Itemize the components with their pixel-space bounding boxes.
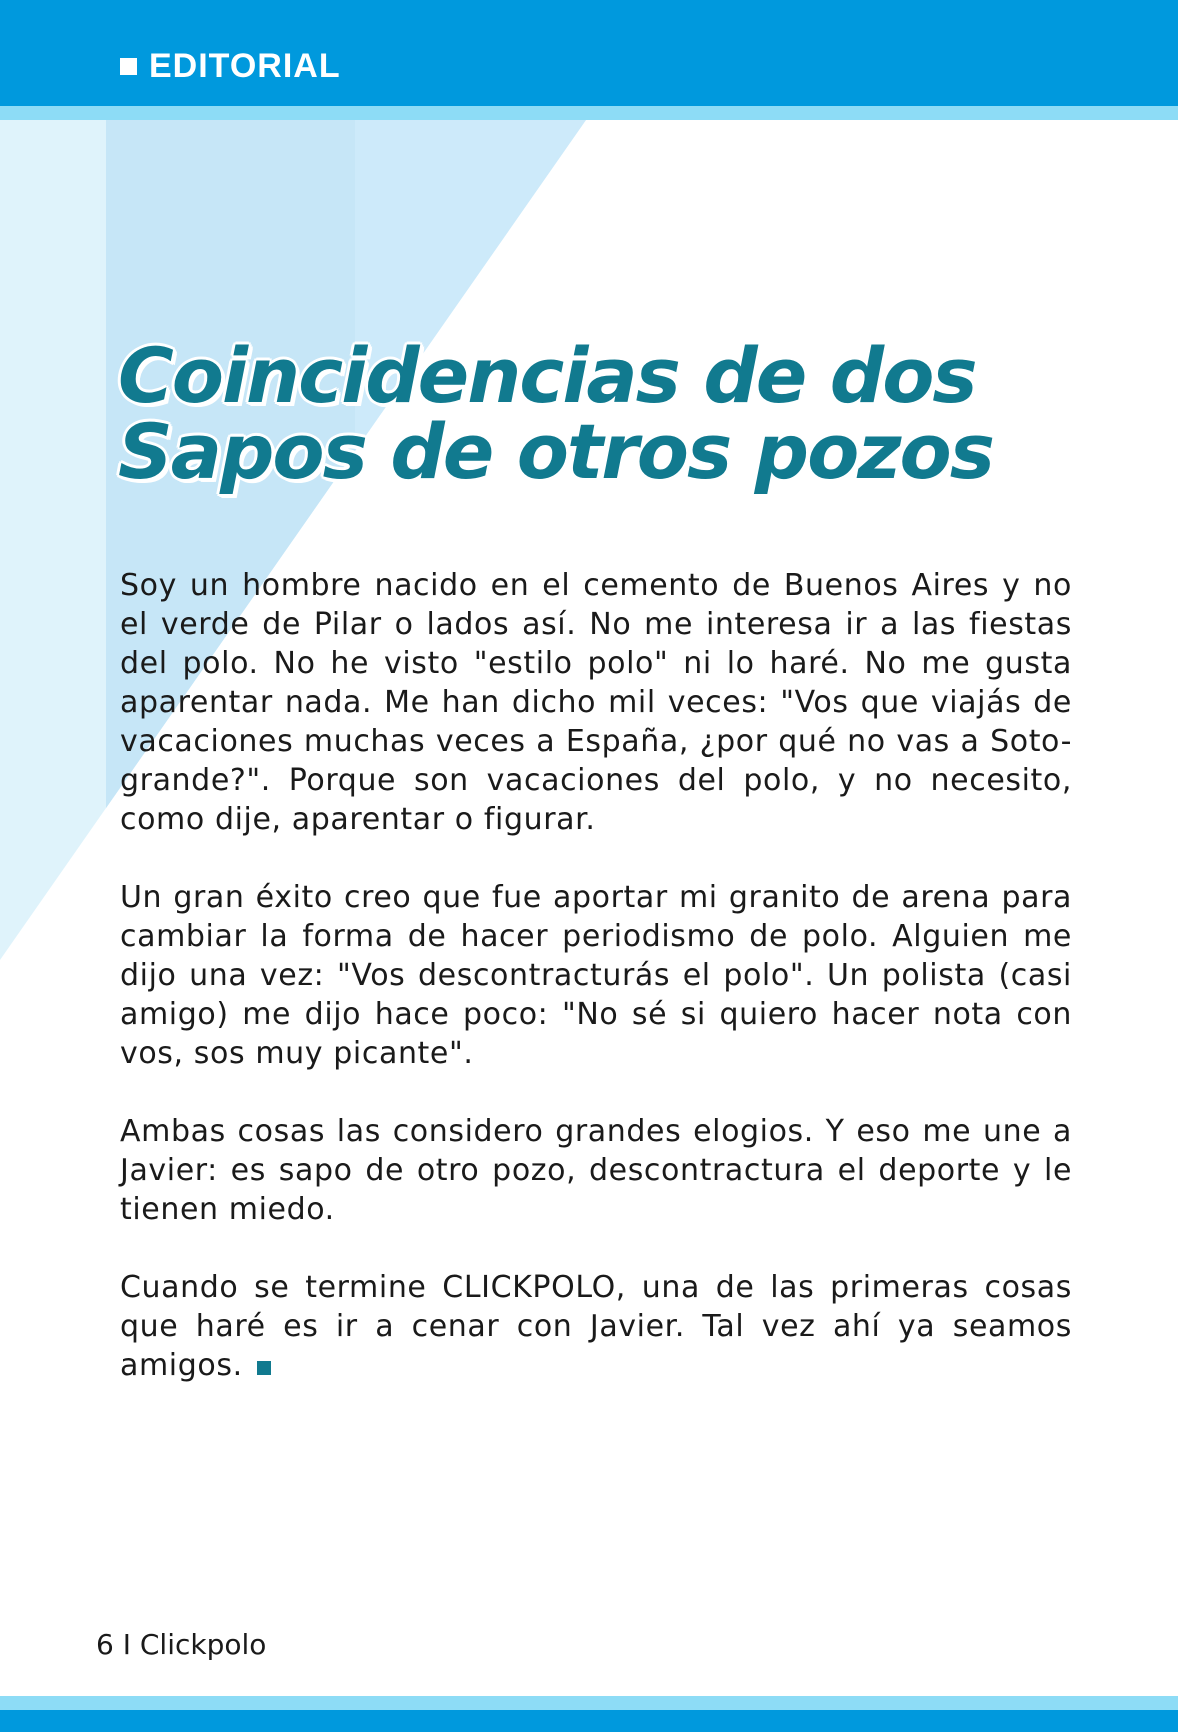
paragraph-4-text: Cuando se termine CLICKPOLO, una de las primeras cosas que haré es ir a cenar con Javier. Tal vez ahí ya seamos amigos.	[120, 1270, 1072, 1383]
page-footer-label: 6 I Clickpolo	[96, 1628, 267, 1661]
article-body	[120, 566, 1072, 1424]
paragraph-1: Soy un hombre nacido en el cemento de Buenos Aires y no el verde de Pilar o lados así. No me interesa ir a las fiestas del polo. No he visto "estilo polo" ni lo haré. No me gusta aparentar nada. Me han dicho mil veces: "Vos que viajás de vacaciones muchas veces a España, ¿por qué no vas a Soto-grande?". Porque son vacaciones del polo, y no necesito, como dije, aparentar o figurar.	[120, 568, 1072, 837]
title-line-1: Coincidencias de dos	[118, 331, 976, 420]
end-mark-icon	[257, 1361, 271, 1375]
paragraph-3: Ambas cosas las considero grandes elogios. Y eso me une a Javier: es sapo de otro pozo, descontractura el deporte y le tienen miedo.	[120, 1114, 1072, 1227]
footer-stripe	[0, 1696, 1178, 1710]
paragraph-4	[120, 1268, 1072, 1385]
article-title	[118, 331, 1118, 496]
footer-bar	[0, 1710, 1178, 1732]
title-line-2: Sapos de otros pozos	[118, 407, 993, 496]
section-title: EDITORIAL	[149, 46, 341, 85]
paragraph-2: Un gran éxito creo que fue aportar mi granito de arena para cambiar la forma de hacer periodismo de polo. Alguien me dijo una vez: "Vos descontracturás el polo". Un polista (casi amigo) me dijo hace poco: "No sé si quiero hacer nota con vos, sos muy picante".	[120, 880, 1072, 1071]
